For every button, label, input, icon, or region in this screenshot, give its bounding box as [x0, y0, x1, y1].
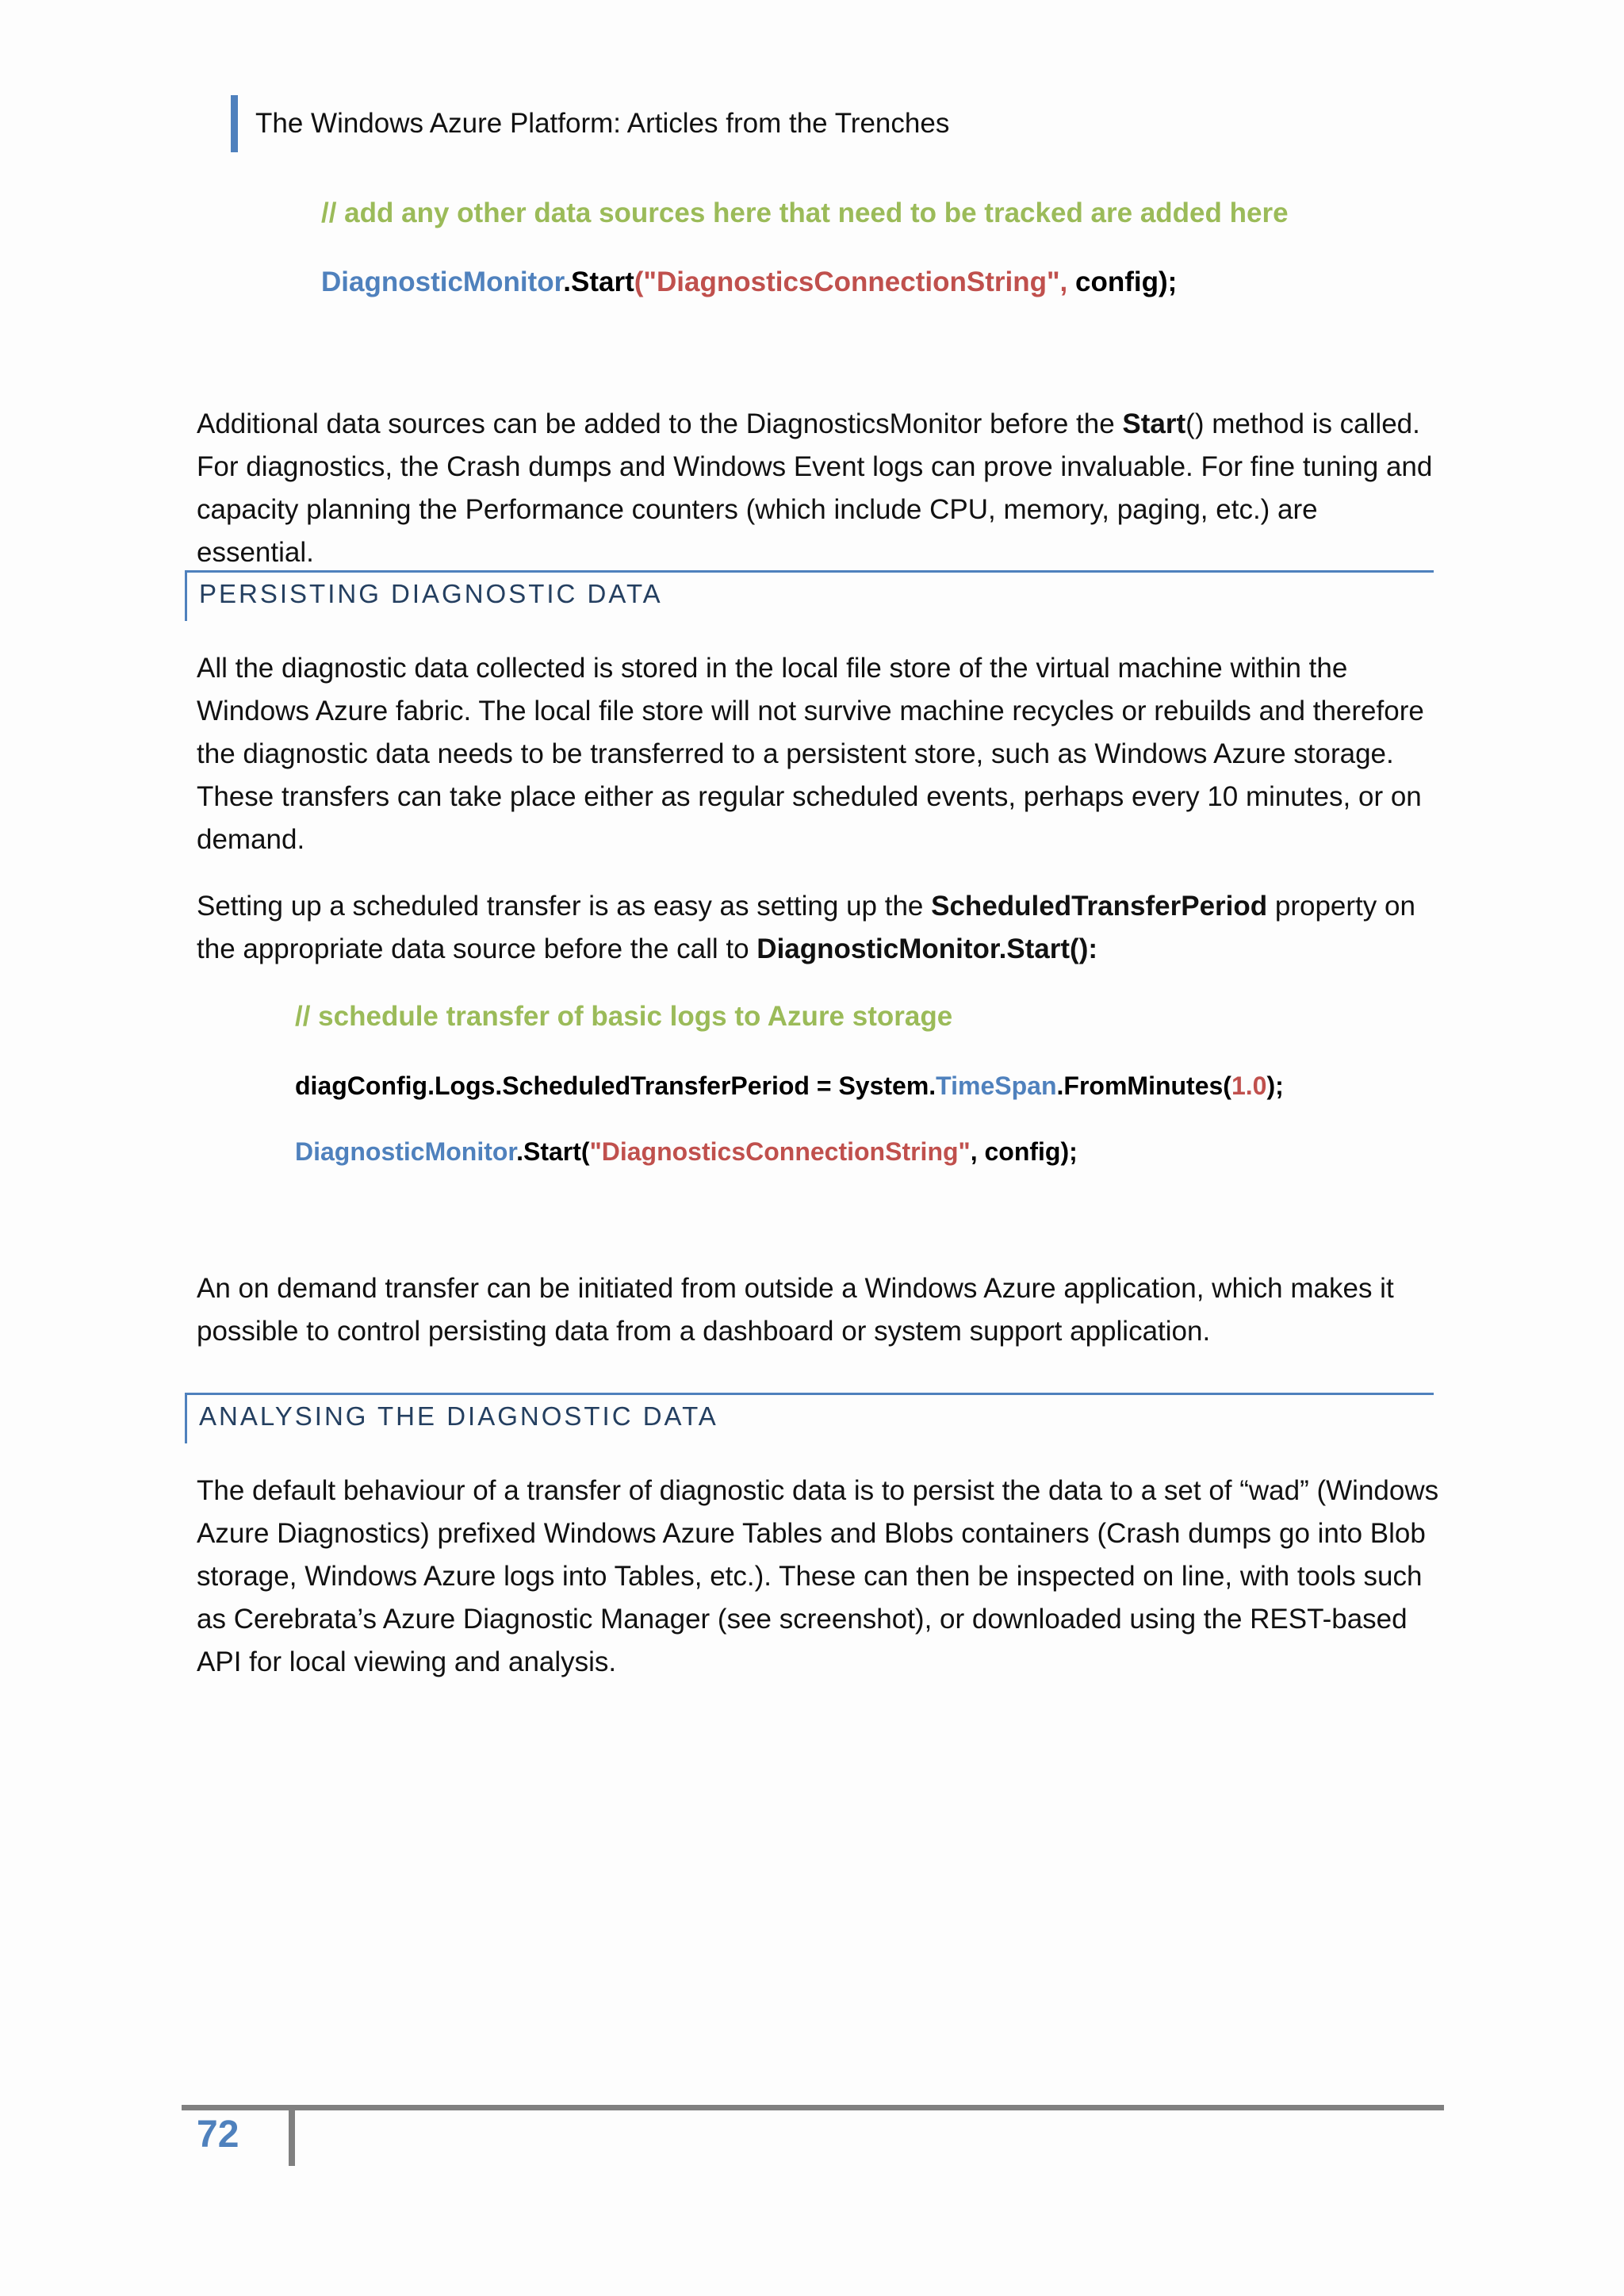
code-text: diagConfig.Logs.ScheduledTransferPeriod = System. [295, 1071, 936, 1100]
code-args: config); [1075, 266, 1178, 297]
paragraph: All the diagnostic data collected is stored in the local file store of the virtual machine within the Windows Azure fabric. The local file store will not survive machine recycles or rebuilds and therefore the diagnostic data needs to be transferred to a persistent store, such as Windows Azure storage. These transfers can take place either as regular scheduled events, perhaps every 10 minutes, or on demand. [197, 653, 1424, 855]
running-header-title: The Windows Azure Platform: Articles from the Trenches [255, 108, 950, 139]
paragraph-bold: Start [1122, 408, 1186, 439]
paragraph-text: property on the appropriate data source before the call to [197, 891, 1415, 964]
code-string: ("DiagnosticsConnectionString", [634, 266, 1076, 297]
paragraph: An on demand transfer can be initiated from outside a Windows Azure application, which makes it possible to control persisting data from a dashboard or system support application. [197, 1273, 1394, 1347]
code-type-name: DiagnosticMonitor [295, 1137, 517, 1166]
page-number: 72 [197, 2114, 239, 2156]
code-type-name: TimeSpan [936, 1071, 1057, 1100]
code-text: .Start( [516, 1137, 590, 1166]
code-string: "DiagnosticsConnectionString" [589, 1137, 971, 1166]
footer-divider [289, 2110, 295, 2166]
code-text: ); [1266, 1071, 1284, 1100]
paragraph-text: Additional data sources can be added to the DiagnosticsMonitor before the [197, 408, 1123, 439]
code-comment-line [321, 197, 1289, 229]
section-heading [185, 570, 1434, 621]
code-comment: // add any other data sources here that need to be tracked are added here [321, 197, 1289, 228]
section-heading-title: ANALYSING THE DIAGNOSTIC DATA [199, 1401, 718, 1431]
code-line [295, 1137, 1078, 1167]
code-text: .FromMinutes( [1056, 1071, 1231, 1100]
code-comment-line [295, 1001, 952, 1033]
code-line [295, 1071, 1284, 1101]
code-line [321, 266, 1177, 298]
section-heading [185, 1393, 1434, 1443]
paragraph: The default behaviour of a transfer of diagnostic data is to persist the data to a set of “wad” (Windows Azure Diagnostics) prefixed Windows Azure Tables and Blobs containers (Crash dumps go into Blob storage, Windows Azure logs into Tables, etc.). These can then be inspected on line, with tools such as Cerebrata’s Azure Diagnostic Manager (see screenshot), or downloaded using the REST-based API for local viewing and analysis. [197, 1475, 1439, 1677]
paragraph-text: Setting up a scheduled transfer is as easy as setting up the [197, 891, 932, 922]
code-text: , config); [970, 1137, 1078, 1166]
paragraph-bold: DiagnosticMonitor.Start(): [756, 933, 1098, 964]
paragraph [197, 885, 1442, 971]
code-method: .Start [563, 266, 634, 297]
code-comment: // schedule transfer of basic logs to Azure storage [295, 1001, 953, 1032]
paragraph [197, 403, 1442, 574]
footer-rule [182, 2105, 1444, 2110]
running-header [231, 95, 949, 152]
code-number: 1.0 [1231, 1071, 1267, 1100]
paragraph-text: () method is called. For diagnostics, the Crash dumps and Windows Event logs can prove invaluable. For fine tuning and capacity planning the Performance counters (which include CPU, memory, paging, etc.) are essential. [197, 408, 1433, 568]
paragraph-bold: ScheduledTransferPeriod [931, 891, 1268, 922]
section-heading-title: PERSISTING DIAGNOSTIC DATA [199, 579, 663, 608]
code-type-name: DiagnosticMonitor [321, 266, 564, 297]
